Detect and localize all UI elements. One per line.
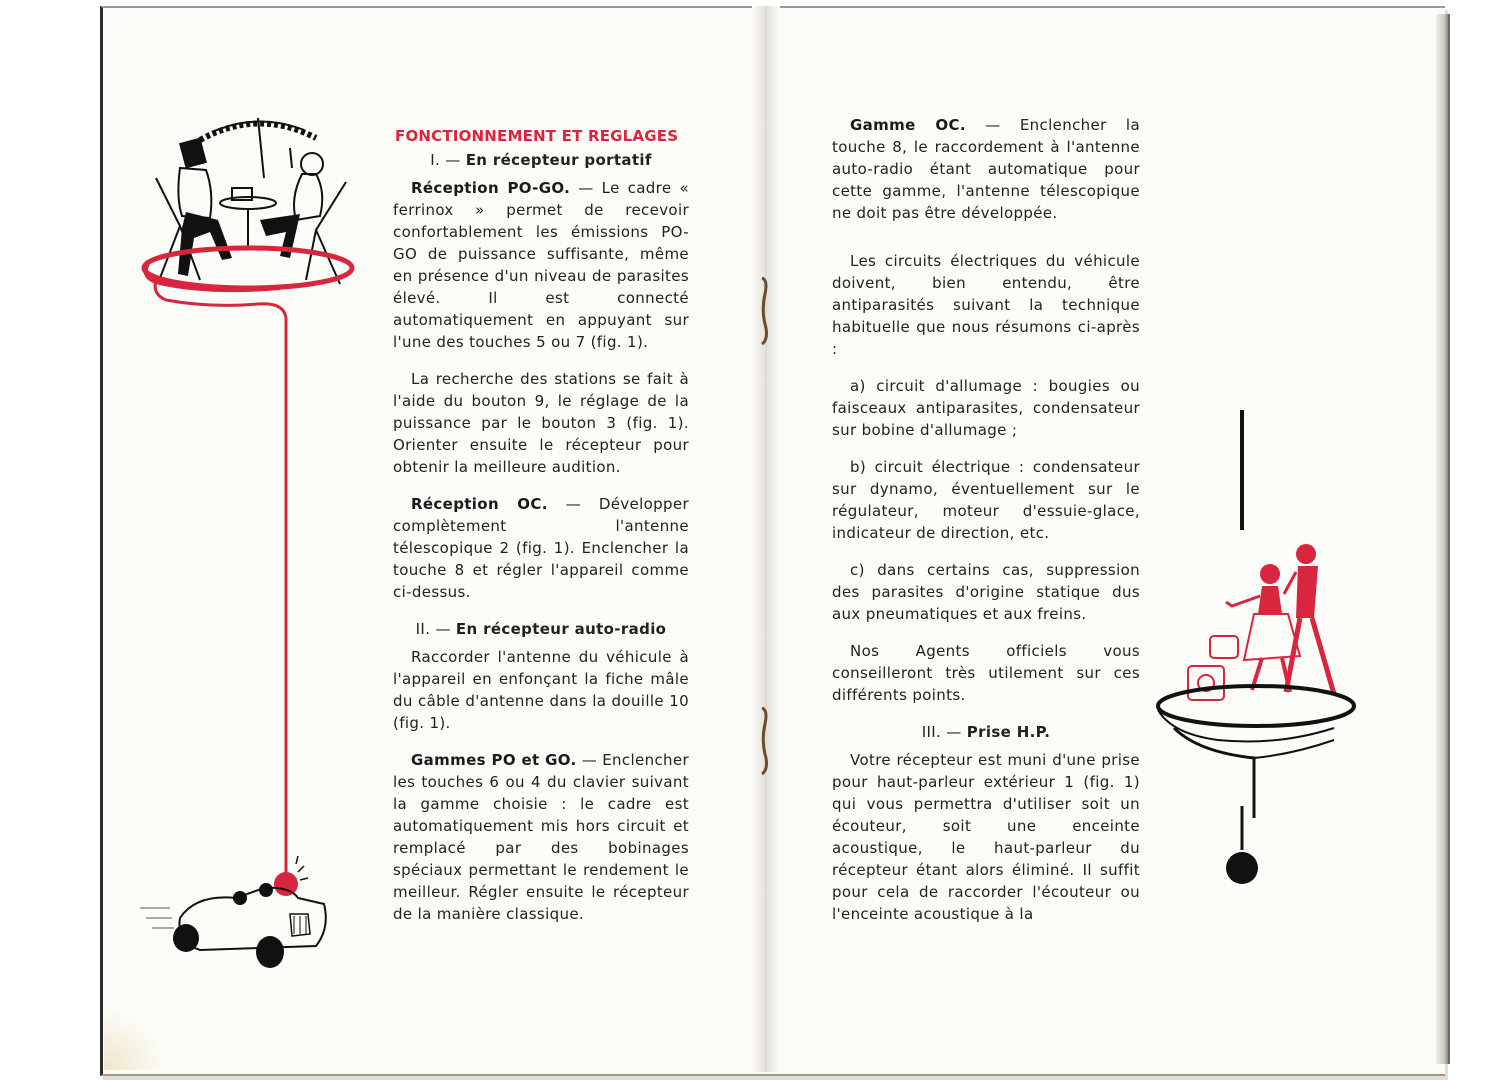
section-heading-auto	[393, 618, 689, 640]
paragraph	[393, 493, 689, 603]
section-label: Prise H.P.	[966, 723, 1051, 741]
paragraph	[832, 456, 1140, 544]
paragraph-text: b) circuit électrique : condensateur sur dynamo, éventuellement sur le régulateur, moteur d'essuie-glace, indicateur de direction, etc.	[832, 458, 1140, 542]
paragraph	[832, 375, 1140, 441]
page-edge	[1436, 14, 1450, 1064]
paragraph-text: c) dans certains cas, suppression des parasites d'origine statique dus aux pneumatiques et aux freins.	[832, 561, 1140, 623]
booklet-gutter	[752, 6, 780, 1072]
paragraph-text: — Enclencher les touches 6 ou 4 du clavier suivant la gamme choisie : le cadre est automatiquement mis hors circuit et remplacé par des bobinages spéciaux permettant le rendement le meilleur. Régler ensuite le récepteur de la manière classique.	[393, 751, 689, 923]
section-heading-hp	[832, 721, 1140, 743]
run-in-heading: Gammes PO et GO.	[411, 751, 577, 769]
right-text-column	[832, 114, 1140, 940]
paragraph-text: Nos Agents officiels vous conseilleront très utilement sur ces différents points.	[832, 642, 1140, 704]
section-label: En récepteur auto-radio	[455, 620, 667, 638]
cafe-couple-illustration	[140, 108, 370, 978]
paragraph	[832, 559, 1140, 625]
paragraph	[393, 177, 689, 353]
paragraph-text: — Développer complètement l'antenne télescopique 2 (fig. 1). Enclencher la touche 8 et régler l'appareil comme ci-dessus.	[393, 495, 689, 601]
paragraph	[393, 368, 689, 478]
paragraph-text: — Le cadre « ferrinox » permet de recevoir confortablement les émissions PO-GO de puissance suffisante, même en présence d'un niveau de parasites élevé. Il est connecté automatiquement en appuyant sur l'une des touches 5 ou 7 (fig. 1).	[393, 179, 689, 351]
run-in-heading: Gamme OC.	[850, 116, 966, 134]
run-in-heading: Réception OC.	[411, 495, 548, 513]
paragraph	[832, 749, 1140, 925]
section-label: En récepteur portatif	[465, 151, 652, 169]
left-text-column	[393, 125, 689, 940]
paragraph	[832, 114, 1140, 224]
staple-bottom	[759, 706, 769, 776]
paragraph-text: Votre récepteur est muni d'une prise pour haut-parleur extérieur 1 (fig. 1) qui vous permettra d'utiliser soit un écouteur, soit une enceinte acoustique, le haut-parleur du récepteur étant alors éliminé. Il suffit pour cela de raccorder l'écouteur ou l'enceinte acoustique à la	[832, 751, 1140, 923]
section-number: I. —	[430, 151, 461, 169]
paragraph-text: Les circuits électriques du véhicule doivent, bien entendu, être antiparasités suivant la technique habituelle que nous résumons ci-après :	[832, 252, 1140, 358]
section-number: III. —	[921, 723, 962, 741]
dancing-couple-illustration	[1158, 410, 1368, 890]
page-title: FONCTIONNEMENT ET REGLAGES	[395, 127, 679, 145]
paragraph	[393, 646, 689, 734]
run-in-heading: Réception PO-GO.	[411, 179, 571, 197]
paragraph-text: La recherche des stations se fait à l'aide du bouton 9, le réglage de la puissance par le bouton 3 (fig. 1). Orienter ensuite le récepteur pour obtenir la meilleure audition.	[393, 370, 689, 476]
paper-stain	[104, 1010, 164, 1070]
paragraph	[832, 640, 1140, 706]
section-number: II. —	[415, 620, 451, 638]
paragraph-text: — Enclencher la touche 8, le raccordement à l'antenne auto-radio étant automatique pour cette gamme, l'antenne télescopique ne doit pas être développée.	[832, 116, 1140, 222]
paragraph-text: a) circuit d'allumage : bougies ou faisceaux antiparasites, condensateur sur bobine d'allumage ;	[832, 377, 1140, 439]
paragraph	[832, 250, 1140, 360]
paragraph	[393, 749, 689, 925]
staple-top	[759, 276, 769, 346]
section-heading-portable	[393, 149, 689, 171]
paragraph-text: Raccorder l'antenne du véhicule à l'appareil en enfonçant la fiche mâle du câble d'antenne dans la douille 10 (fig. 1).	[393, 648, 689, 732]
